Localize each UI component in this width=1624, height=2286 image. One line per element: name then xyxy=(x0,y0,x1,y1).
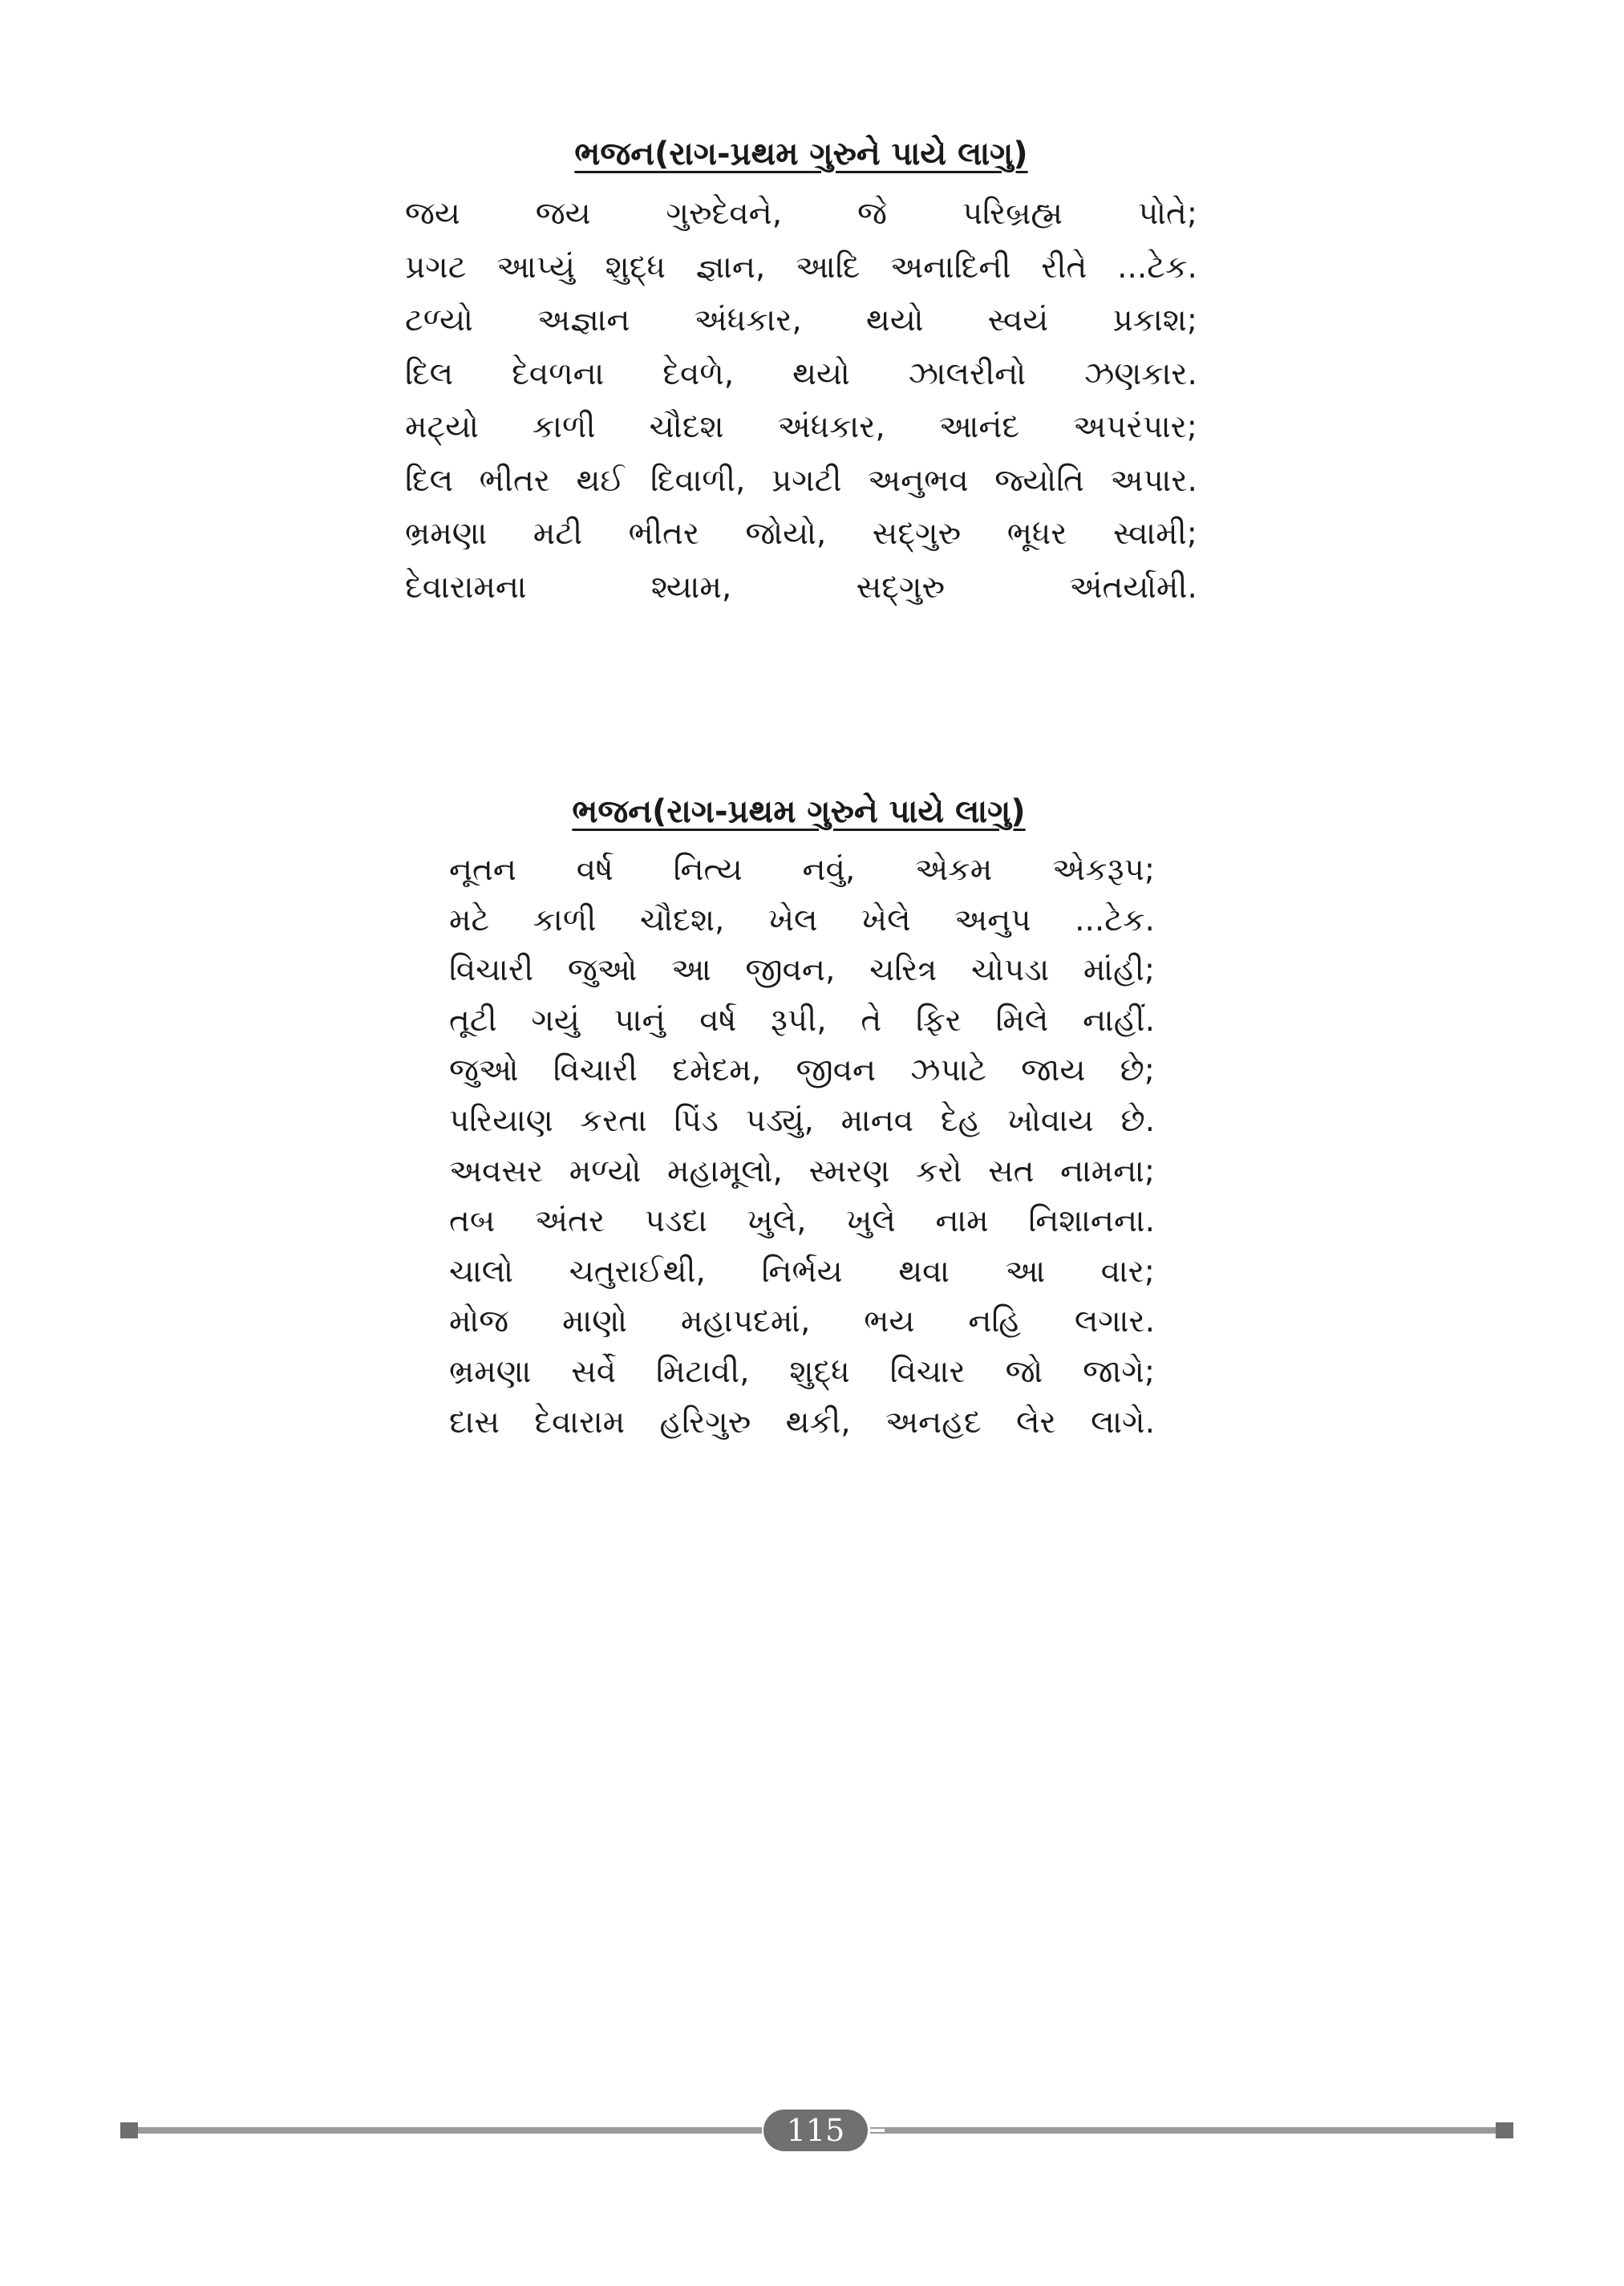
verse-word: નિત્ય xyxy=(673,852,743,888)
verse-line xyxy=(405,508,1197,561)
verse-word: તબ xyxy=(449,1203,496,1240)
verse-word: અનહદ xyxy=(885,1404,982,1441)
verse-word: અનાદિની xyxy=(889,249,1011,286)
verse-block xyxy=(449,845,1155,1448)
verse-word: અપરંપાર; xyxy=(1073,409,1197,445)
verse-word: ઝપાટે xyxy=(910,1052,987,1089)
verse-word: ...ટેક. xyxy=(1075,902,1155,938)
verse-word: વર્ષ xyxy=(699,1002,737,1039)
verse-word: જીવન xyxy=(796,1052,877,1089)
verse-word: સ્મરણ xyxy=(808,1153,890,1190)
verse-word: વિચાર xyxy=(889,1353,966,1390)
verse-word: ખુલે xyxy=(846,1203,896,1240)
verse-word: થવા xyxy=(898,1253,950,1290)
verse-word: નિશાનના. xyxy=(1028,1203,1155,1240)
verse-word: દિલ xyxy=(405,355,454,392)
verse-word: મટ્યો xyxy=(405,409,479,445)
verse-word: લેર xyxy=(1016,1404,1056,1441)
bhajan-section-2 xyxy=(449,786,1155,1448)
verse-word: ભય xyxy=(864,1303,915,1340)
verse-word: ચૌદશ, xyxy=(639,902,725,938)
verse-word: આનંદ xyxy=(938,409,1020,445)
verse-word: દિવાળી, xyxy=(650,462,746,499)
verse-word: મિટાવી, xyxy=(656,1353,750,1390)
verse-word: નહિ xyxy=(968,1303,1021,1340)
verse-line xyxy=(405,241,1197,295)
verse-word: ભૂધર xyxy=(1006,516,1067,552)
verse-word: ઝાલરીનો xyxy=(908,355,1027,392)
verse-word: નામ xyxy=(935,1203,989,1240)
verse-word: ભીતર xyxy=(628,516,700,552)
verse-word: માંહી; xyxy=(1083,952,1155,989)
verse-word: ...ટેક. xyxy=(1117,249,1197,286)
verse-line xyxy=(449,896,1155,946)
footer-rule-left xyxy=(120,2127,762,2134)
verse-word: મોજ xyxy=(449,1303,509,1340)
verse-line xyxy=(449,1197,1155,1247)
verse-word: વાર; xyxy=(1100,1253,1155,1290)
verse-word: અંધકાર, xyxy=(694,302,802,338)
verse-word: ચાલો xyxy=(449,1253,513,1290)
verse-line xyxy=(405,348,1197,402)
verse-word: તે xyxy=(861,1002,882,1039)
verse-word: ખેલ xyxy=(767,902,818,938)
verse-word: પરિબ્રહ્મ xyxy=(962,196,1063,232)
verse-word: જય xyxy=(405,196,460,232)
verse-word: કાળી xyxy=(532,409,596,445)
verse-word: ખોવાય xyxy=(1007,1102,1094,1139)
verse-word: અજ્ઞાન xyxy=(537,302,630,338)
verse-word: હરિગુરુ xyxy=(659,1404,751,1441)
verse-line xyxy=(449,1348,1155,1398)
verse-word: વર્ષ xyxy=(576,852,614,888)
verse-word: દમેદમ, xyxy=(672,1052,762,1089)
verse-word: નૂતન xyxy=(449,852,516,888)
verse-word: પ્રગટ xyxy=(405,249,467,286)
verse-word: લગાર. xyxy=(1074,1303,1155,1340)
verse-word: અપાર. xyxy=(1110,462,1197,499)
verse-line xyxy=(449,845,1155,896)
verse-word: નામના; xyxy=(1060,1153,1155,1190)
verse-word: અંતર xyxy=(534,1203,605,1240)
verse-word: ભ્રમણા xyxy=(405,516,488,552)
verse-word: છે; xyxy=(1120,1052,1155,1089)
verse-line xyxy=(405,401,1197,455)
verse-word: ચતુરાઈથી, xyxy=(569,1253,706,1290)
verse-word: સત xyxy=(988,1153,1035,1190)
verse-word: પોતે; xyxy=(1137,196,1197,232)
verse-line xyxy=(449,1046,1155,1096)
verse-word: પરિયાણ xyxy=(449,1102,553,1139)
verse-line xyxy=(449,946,1155,996)
footer-rule-cap-right xyxy=(1496,2122,1513,2138)
verse-word: આદિ xyxy=(796,249,861,286)
verse-word: પડ્યું, xyxy=(745,1102,814,1139)
verse-word: ગુરુદેવને, xyxy=(666,196,783,232)
verse-word: મિલે xyxy=(995,1002,1049,1039)
bhajan-heading: ભજન(રાગ-પ્રથમ ગુરુને પાયે લાગુ) xyxy=(572,793,1026,830)
verse-word: દેવારામના xyxy=(405,569,527,606)
verse-word: પ્રકાશ; xyxy=(1112,302,1197,338)
verse-word: પડદા xyxy=(644,1203,707,1240)
verse-word: દેવારામ xyxy=(534,1404,626,1441)
verse-word: શુદ્ધ xyxy=(605,249,666,286)
verse-word: મહામૂલો, xyxy=(666,1153,783,1190)
verse-word: રીતે xyxy=(1041,249,1087,286)
verse-word: જુઓ xyxy=(449,1052,519,1089)
bhajan-section-1 xyxy=(405,128,1197,614)
verse-word: ઝણકાર. xyxy=(1084,355,1197,392)
verse-word: મળ્યો xyxy=(569,1153,642,1190)
verse-word: સદ્‌ગુરુ xyxy=(872,516,962,552)
verse-word: કરતા xyxy=(580,1102,647,1139)
verse-word: પાનું xyxy=(614,1002,666,1039)
verse-line xyxy=(405,561,1197,615)
footer-rule-right xyxy=(870,2127,1513,2134)
verse-word: કરો xyxy=(916,1153,962,1190)
verse-word: જુઓ xyxy=(567,952,638,989)
verse-word: લાગે. xyxy=(1091,1404,1155,1441)
verse-word: ખેલે xyxy=(861,902,911,938)
bhajan-heading: ભજન(રાગ-પ્રથમ ગુરુને પાયે લાગુ) xyxy=(574,136,1028,172)
verse-word: જય xyxy=(535,196,591,232)
verse-word: અનુપ xyxy=(954,902,1031,938)
verse-word: શ્યામ, xyxy=(650,569,732,606)
verse-word: તૂટી xyxy=(449,1002,497,1039)
verse-word: વિચારી xyxy=(449,952,534,989)
verse-line xyxy=(449,1247,1155,1298)
verse-line xyxy=(449,996,1155,1047)
verse-word: મટે xyxy=(449,902,490,938)
verse-word: દિલ xyxy=(405,462,454,499)
verse-word: દેવળે, xyxy=(662,355,735,392)
page-number: 115 xyxy=(763,2110,868,2151)
verse-word: જ્ઞાન, xyxy=(695,249,766,286)
verse-line xyxy=(405,294,1197,348)
verse-word: સ્વામી; xyxy=(1112,516,1197,552)
verse-word: સર્વે xyxy=(571,1353,617,1390)
verse-word: અંતર્યામી. xyxy=(1069,569,1197,606)
verse-word: માણો xyxy=(562,1303,627,1340)
verse-word: શુદ્ધ xyxy=(789,1353,850,1390)
verse-word: જાય xyxy=(1021,1052,1086,1089)
verse-word: આ xyxy=(671,952,711,989)
verse-word: જો xyxy=(1005,1353,1043,1390)
verse-line xyxy=(405,188,1197,241)
verse-word: અવસર xyxy=(449,1153,544,1190)
verse-word: મટી xyxy=(533,516,583,552)
verse-word: નાહીં. xyxy=(1083,1002,1155,1039)
verse-word: એકમ xyxy=(915,852,993,888)
verse-word: થઈ xyxy=(576,462,625,499)
verse-word: નવું, xyxy=(802,852,856,888)
verse-word: છે. xyxy=(1120,1102,1155,1139)
verse-word: ભીતર xyxy=(479,462,550,499)
verse-word: થયો xyxy=(792,355,850,392)
verse-word: ચૌદશ xyxy=(649,409,724,445)
verse-word: જ્યોતિ xyxy=(994,462,1084,499)
verse-word: આ xyxy=(1005,1253,1046,1290)
verse-word: જાગે; xyxy=(1083,1353,1155,1390)
verse-word: જે xyxy=(857,196,887,232)
verse-word: ટળ્યો xyxy=(405,302,473,338)
verse-word: ભ્રમણા xyxy=(449,1353,532,1390)
verse-line xyxy=(449,1297,1155,1348)
verse-word: જીવન, xyxy=(745,952,836,989)
verse-block xyxy=(405,188,1197,614)
verse-word: પ્રગટી xyxy=(771,462,842,499)
verse-word: ગયું xyxy=(531,1002,580,1039)
verse-word: કાળી xyxy=(533,902,597,938)
footer-rule-cap-left xyxy=(120,2122,138,2138)
verse-word: ખુલે, xyxy=(747,1203,807,1240)
verse-line xyxy=(449,1096,1155,1147)
verse-word: એકરૂપ; xyxy=(1052,852,1155,888)
verse-word: આપ્યું xyxy=(496,249,575,286)
verse-word: માનવ xyxy=(840,1102,914,1139)
verse-word: રૂપી, xyxy=(771,1002,827,1039)
verse-word: થયો xyxy=(865,302,924,338)
verse-word: મહાપદમાં, xyxy=(680,1303,811,1340)
verse-line xyxy=(405,455,1197,509)
verse-word: દેવળના xyxy=(512,355,605,392)
verse-word: દેહ xyxy=(940,1102,981,1139)
verse-word: ચરિત્ર xyxy=(869,952,938,989)
verse-word: સદ્‌ગુરુ xyxy=(856,569,946,606)
verse-word: જોયો, xyxy=(745,516,827,552)
verse-line xyxy=(449,1147,1155,1198)
verse-word: અંધકાર, xyxy=(777,409,885,445)
verse-word: સ્વયં xyxy=(987,302,1049,338)
verse-word: અનુભવ xyxy=(868,462,969,499)
verse-word: ફિર xyxy=(915,1002,962,1039)
verse-word: ચોપડા xyxy=(970,952,1050,989)
verse-word: થકી, xyxy=(785,1404,851,1441)
verse-word: વિચારી xyxy=(553,1052,638,1089)
verse-word: નિર્ભય xyxy=(761,1253,843,1290)
verse-word: પિંડ xyxy=(674,1102,719,1139)
verse-line xyxy=(449,1398,1155,1449)
verse-word: દાસ xyxy=(449,1404,500,1441)
